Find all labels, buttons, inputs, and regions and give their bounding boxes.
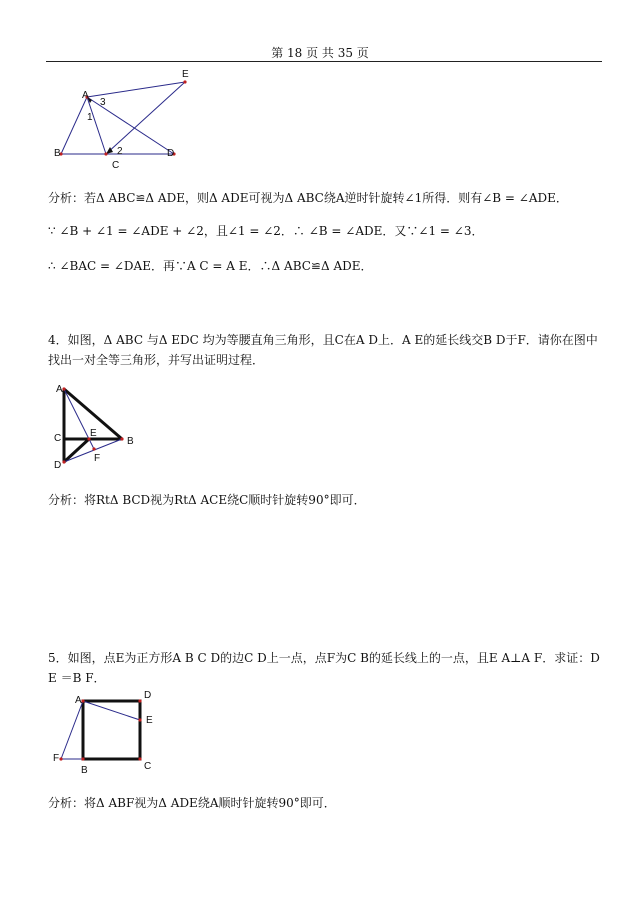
segment-af [61,701,83,759]
figure-2 [48,380,148,475]
label-angle-1: 1 [87,112,93,123]
label-angle-2: 2 [117,146,123,157]
analysis-1-line-1: 分析：若Δ ABC≌Δ ADE，则Δ ADE可视为Δ ABC绕A逆时针旋转∠1所得．则有∠B = ∠ADE． [48,191,568,205]
square-abcd [83,701,140,759]
label-e: E [90,428,97,439]
segment-ae [83,701,140,720]
problem-4-text: 4．如图，Δ ABC 与Δ EDC 均为等腰直角三角形，且C在A D上．A E的延长线交B D于F．请你在图中找出一对全等三角形，并写出证明过程． [48,333,598,367]
segment-db [64,439,122,462]
analysis-1-line-3: ∴ ∠BAC = ∠DAE．再∵A C = A E．∴Δ ABC≌Δ ADE． [48,259,373,273]
header-rule [46,61,602,62]
analysis-4: 分析：将RtΔ BCD视为RtΔ ACE绕C顺时针旋转90°即可． [48,493,366,507]
label-b: B [127,436,134,447]
label-e: E [146,715,153,726]
label-b: B [54,148,61,159]
label-c: C [54,433,62,444]
label-a: A [75,695,82,706]
page-header: 第 18 页 共 35 页 [271,46,369,60]
segment-ec [106,82,185,154]
label-e: E [182,69,189,80]
label-b: B [81,765,88,775]
label-a: A [82,90,89,101]
label-f: F [94,453,101,464]
label-a: A [56,384,63,395]
problem-5-text: 5．如图，点E为正方形A B C D的边C D上一点，点F为C B的延长线上的一点，且E A⊥A F．求证：D E ＝B F． [48,651,600,685]
label-d: D [54,460,62,471]
analysis-1-line-2: ∵ ∠B + ∠1 = ∠ADE + ∠2，且∠1 = ∠2．∴ ∠B = ∠ADE．又∵∠1 = ∠3． [48,224,484,238]
segment-de [64,439,89,462]
figure-3 [48,685,168,775]
analysis-5: 分析：将Δ ABF视为Δ ADE绕A顺时针旋转90°即可． [48,796,336,810]
label-c: C [144,761,152,772]
label-d: D [167,148,175,159]
label-angle-3: 3 [100,97,106,108]
label-d: D [144,690,152,701]
segment-ab [61,97,87,154]
label-c: C [112,160,120,171]
label-f: F [53,753,60,764]
figure-1 [48,66,198,176]
